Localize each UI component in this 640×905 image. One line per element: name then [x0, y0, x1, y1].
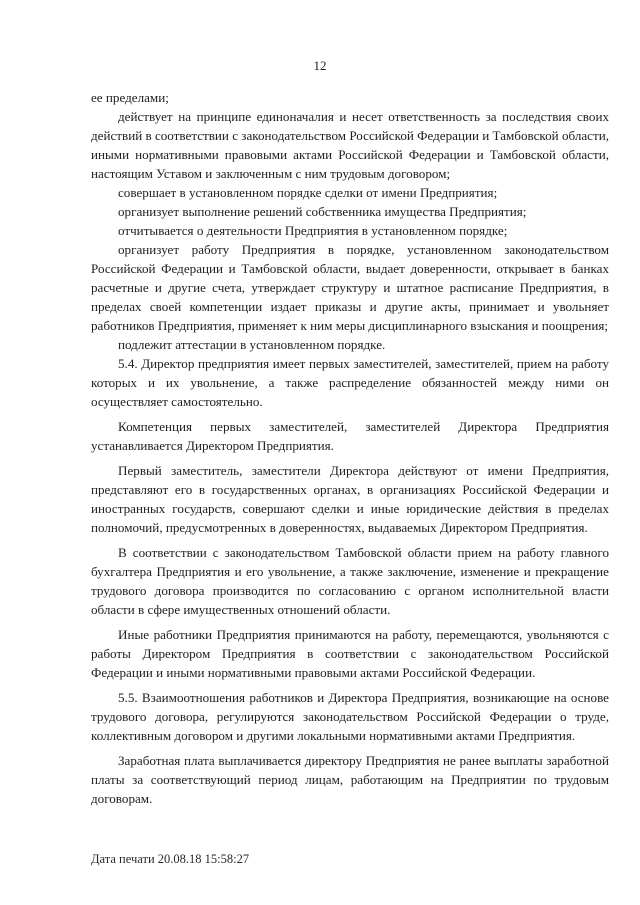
paragraph: организует выполнение решений собственника имущества Предприятия;: [118, 204, 527, 219]
paragraph: отчитывается о деятельности Предприятия в установленном порядке;: [118, 223, 508, 238]
paragraph: организует работу Предприятия в порядке, установленном законодательством Российской Федерации и Тамбовской области, выдает доверенности, открывает в банках расчетные и другие счета, утверждает структуру и штатное расписание Предприятия, в пределах своей компетенции издает приказы и другие акты, принимает и увольняет работников Предприятия, применяет к ним меры дисциплинарного взыскания и поощрения;: [91, 242, 609, 333]
paragraph: Иные работники Предприятия принимаются на работу, перемещаются, увольняются с работы Директором Предприятия в соответствии с законодательством Российской Федерации и иными нормативными правовыми актами Российской Федерации.: [91, 627, 609, 680]
paragraph: Заработная плата выплачивается директору Предприятия не ранее выплаты заработной платы за соответствующий период лицам, работающим на Предприятии по трудовым договорам.: [91, 753, 609, 806]
paragraph: Компетенция первых заместителей, заместителей Директора Предприятия устанавливается Директором Предприятия.: [91, 419, 609, 453]
paragraph: подлежит аттестации в установленном порядке.: [118, 337, 386, 352]
paragraph: действует на принципе единоначалия и несет ответственность за последствия своих действий в соответствии с законодательством Российской Федерации и Тамбовской области, иными нормативными правовыми актами Российской Федерации и Тамбовской области, настоящим Уставом и заключенным с ним трудовым договором;: [91, 109, 610, 181]
paragraph: совершает в установленном порядке сделки от имени Предприятия;: [118, 185, 498, 200]
print-date-footer: Дата печати 20.08.18 15:58:27: [91, 852, 250, 866]
paragraph: ее пределами;: [91, 90, 169, 105]
section-5-4-paragraph: 5.4. Директор предприятия имеет первых заместителей, заместителей, прием на работу которых и их увольнение, а также распределение обязанностей между ними он осуществляет самостоятельно.: [91, 356, 609, 409]
page-number: 12: [313, 58, 327, 73]
paragraph: В соответствии с законодательством Тамбовской области прием на работу главного бухгалтера Предприятия и его увольнение, а также заключение, изменение и прекращение трудового договора производится по согласованию с органом исполнительной власти области в сфере имущественных отношений области.: [91, 545, 609, 617]
section-5-5-paragraph: 5.5. Взаимоотношения работников и Директора Предприятия, возникающие на основе трудового договора, регулируются законодательством Российской Федерации о труде, коллективным договором и другими локальными нормативными актами Предприятия.: [91, 690, 609, 743]
paragraph: Первый заместитель, заместители Директора действуют от имени Предприятия, представляют его в государственных органах, в организациях Российской Федерации и иностранных государств, совершают сделки и иные юридические действия в пределах полномочий, предусмотренных в доверенностях, выдаваемых Директором Предприятия.: [91, 463, 609, 535]
document-body: [91, 88, 609, 808]
